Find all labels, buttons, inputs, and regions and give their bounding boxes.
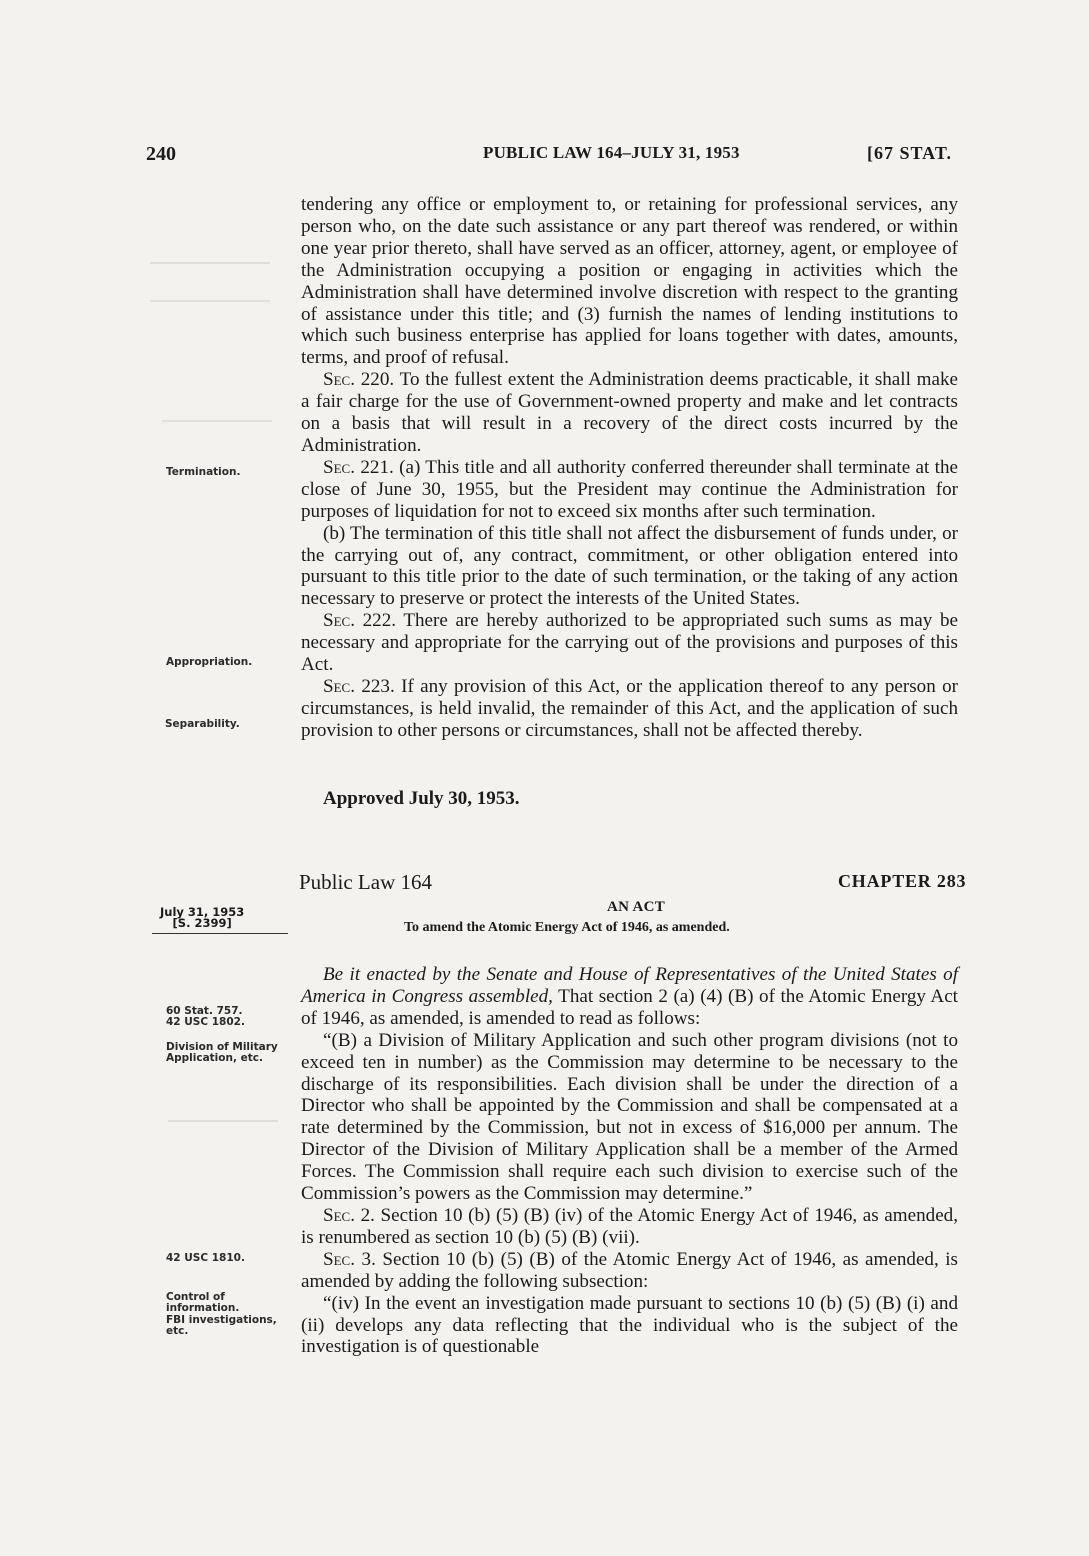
usc-ref-line: 42 USC 1802. bbox=[166, 1016, 245, 1028]
section-221a-text: (a) This title and all authority conferred thereunder shall terminate at the close of June 30, 1955, but the President may continue the Administration for purposes of liquidation for not to exceed six months after such termination. bbox=[301, 456, 958, 522]
section-220-text: To the fullest extent the Administration deems practicable, it shall make a fair charge for the use of Government-owned property and make and let contracts on a basis that will result in a recovery of the direct costs incurred by the Administration. bbox=[301, 369, 958, 456]
margin-note-usc-1810: 42 USC 1810. bbox=[166, 1252, 245, 1264]
section-221b: (b) The termination of this title shall not affect the disbursement of funds under, or the carrying out of, any contract, commitment, or other obligation entered into pursuant to this title prior to the date of such termination, or the taking of any action necessary to preserve or protect the interests of the United States. bbox=[301, 522, 958, 610]
public-law-number: Public Law 164 bbox=[299, 870, 432, 894]
enacting-clause-italic: Be it enacted by the Senate and House of Representatives of the United States of America in Congress assembled, bbox=[301, 964, 958, 1007]
paragraph-continuation: tendering any office or employment to, or retaining for professional services, any person who, on the date such assistance or any part thereof was rendered, or within one year prior thereto, shall have served as an officer, attorney, agent, or employee of the Administration occupying a position or engaging in activities which the Administration shall have determined involve discretion with respect to the granting of assistance under this title; and (3) furnish the names of lending institutions to which such business enterprise has applied for loans together with dates, amounts, terms, and proof of refusal. bbox=[301, 194, 958, 369]
act-title: To amend the Atomic Energy Act of 1946, as amended. bbox=[404, 920, 730, 935]
approval-date-note bbox=[160, 907, 244, 929]
chapter-number: CHAPTER 283 bbox=[838, 871, 967, 891]
section-label: Sec. 220. bbox=[323, 369, 395, 391]
section-label: Sec. 3. bbox=[323, 1248, 376, 1270]
margin-note-termination: Termination. bbox=[166, 466, 241, 478]
quoted-subsection-b: “(B) a Division of Military Application and such other program divisions (not to exceed ten in number) as the Commission may determine to be necessary to the discharge of its responsibilities. Each division shall be under the direction of a Director who shall be appointed by the Commission and shall be compensated at a rate determined by the Commission, but not in excess of $16,000 per annum. The Director of the Division of Military Application shall be a member of the Armed Forces. The Commission shall require each such division to exercise such of the Commission’s powers as the Commission may determine.” bbox=[301, 1029, 958, 1205]
section-label: Sec. 223. bbox=[323, 675, 395, 697]
quoted-subsection-iv: “(iv) In the event an investigation made pursuant to sections 10 (b) (5) (B) (i) and (ii) develops any data reflecting that the individual who is the subject of the investigation is of questionable bbox=[301, 1292, 958, 1358]
enacting-clause bbox=[301, 964, 958, 1030]
bleed-through-mark bbox=[162, 400, 272, 422]
margin-note-separability: Separability. bbox=[165, 718, 240, 730]
an-act-label: AN ACT bbox=[607, 899, 666, 915]
section-2 bbox=[301, 1205, 958, 1249]
body-text-act bbox=[301, 964, 958, 1358]
section-3-text: Section 10 (b) (5) (B) of the Atomic Energy Act of 1946, as amended, is amended by adding the following subsection: bbox=[301, 1248, 958, 1292]
enacting-clause-text: That section 2 (a) (4) (B) of the Atomic Energy Act of 1946, as amended, is amended to read as follows: bbox=[301, 985, 958, 1029]
page-number: 240 bbox=[146, 143, 176, 165]
margin-note-appropriation: Appropriation. bbox=[166, 656, 253, 668]
running-title: PUBLIC LAW 164–JULY 31, 1953 bbox=[483, 143, 740, 162]
bleed-through-mark bbox=[150, 262, 270, 302]
volume-reference: [67 STAT. bbox=[867, 143, 953, 163]
section-label: Sec. 221. bbox=[323, 456, 394, 478]
margin-note-division: Division of Military Application, etc. bbox=[166, 1041, 278, 1064]
date-divider bbox=[152, 933, 288, 934]
section-223 bbox=[301, 676, 958, 742]
stat-ref-line: 60 Stat. 757. bbox=[166, 1005, 243, 1017]
date-line: July 31, 1953 bbox=[160, 905, 245, 919]
margin-note-stat-ref bbox=[166, 1006, 318, 1028]
bill-number: [S. 2399] bbox=[172, 916, 232, 930]
section-2-text: Section 10 (b) (5) (B) (iv) of the Atomic Energy Act of 1946, as amended, is renumbered as section 10 (b) (5) (B) (vii). bbox=[301, 1204, 958, 1248]
section-220 bbox=[301, 369, 958, 457]
section-label: Sec. 222. bbox=[323, 610, 397, 632]
section-3 bbox=[301, 1249, 958, 1293]
section-222 bbox=[301, 610, 958, 676]
approval-line: Approved July 30, 1953. bbox=[323, 788, 520, 809]
section-221a bbox=[301, 457, 958, 523]
section-222-text: There are hereby authorized to be appropriated such sums as may be necessary and appropriate for the carrying out of the provisions and purposes of this Act. bbox=[301, 610, 958, 676]
bleed-through-mark bbox=[168, 1120, 278, 1144]
body-text-top bbox=[301, 194, 958, 742]
section-223-text: If any provision of this Act, or the application thereof to any person or circumstances, is held invalid, the remainder of this Act, and the application of such provision to other persons or circumstances, shall not be affected thereby. bbox=[301, 675, 958, 741]
margin-note-fbi: FBI investigations, etc. bbox=[166, 1314, 277, 1337]
section-label: Sec. 2. bbox=[323, 1204, 375, 1226]
margin-note-control-info: Control of information. bbox=[166, 1291, 240, 1314]
